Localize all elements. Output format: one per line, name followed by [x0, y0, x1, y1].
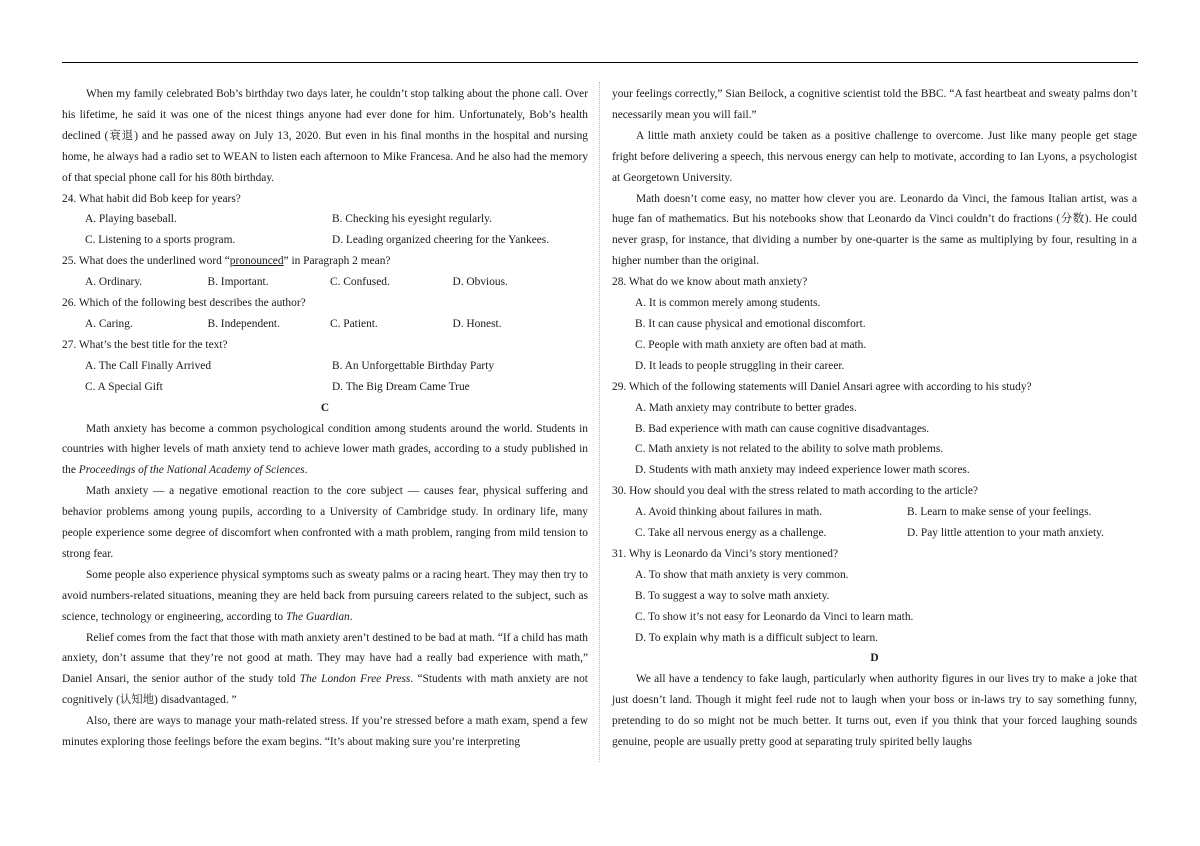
section-c-heading: C [320, 401, 330, 414]
question-26-options [62, 314, 588, 335]
question-27-options [62, 356, 588, 398]
option-25d: D. Obvious. [452, 276, 508, 289]
option-28b: B. It can cause physical and emotional discomfort. [635, 317, 866, 330]
right-column [612, 84, 1137, 753]
option-29d: D. Students with math anxiety may indeed experience lower math scores. [635, 464, 970, 477]
option-26c: C. Patient. [330, 317, 378, 330]
passage-c-paragraph-1 [62, 419, 588, 482]
option-25c: C. Confused. [330, 276, 390, 289]
passage-c-paragraph-3 [62, 565, 588, 628]
question-24: 24. What habit did Bob keep for years? [62, 192, 241, 205]
option-27a: A. The Call Finally Arrived [85, 359, 212, 372]
option-26a: A. Caring. [85, 317, 133, 330]
passage-c-paragraph-2: Math anxiety — a negative emotional reaction to the core subject — causes fear, physical suffering and behavior problems among young pupils, according to a University of Cambridge study. In ordinary life, many people experience some degree of discomfort when confronted with a math problem, ranging from mild tension to strong fear. [62, 485, 588, 560]
passage-c-paragraph-4 [62, 628, 588, 712]
passage-c-p4-end: . “Students with math anxiety are not cognitively (认知地) disadvantaged. ” [62, 673, 588, 707]
option-27b: B. An Unforgettable Birthday Party [332, 359, 495, 372]
option-31d: D. To explain why math is a difficult subject to learn. [635, 631, 878, 644]
question-29: 29. Which of the following statements will Daniel Ansari agree with according to his study? [612, 380, 1032, 393]
question-25 [62, 251, 588, 272]
option-25a: A. Ordinary. [85, 276, 143, 289]
option-28a: A. It is common merely among students. [635, 297, 821, 310]
passage-c-p3-text: Some people also experience physical symptoms such as sweaty palms or a racing heart. They may then try to avoid numbers-related situations, meaning they are held back from pursuing careers related to the subject, such as science, technology or engineering, according to [62, 568, 588, 623]
passage-d-paragraph-1: We all have a tendency to fake laugh, particularly when authority figures in our lives try to make a joke that just doesn’t land. Though it might feel rude not to laugh when your boss or in-laws try to say something funny, pretending to do so might not be much better. It turns out, even if you think that your forced laughing sounds genuine, people are usually pretty good at separating truly spirited belly laughs [612, 673, 1137, 749]
option-24a: A. Playing baseball. [85, 213, 177, 226]
question-31-options [612, 565, 1137, 649]
passage-c-paragraph-6: A little math anxiety could be taken as a positive challenge to overcome. Just like many people get stage fright before delivering a speech, this nervous energy can help to motivate, according to Ian Lyons, a psychologist at Georgetown University. [612, 129, 1137, 184]
column-divider [599, 82, 600, 762]
option-27c: C. A Special Gift [85, 380, 163, 393]
question-28-options [612, 293, 1137, 377]
passage-c-paragraph-7: Math doesn’t come easy, no matter how clever you are. Leonardo da Vinci, the famous Italian artist, was a huge fan of mathematics. But his notebooks show that Leonardo da Vinci couldn’t do fractions (分数). He could never grasp, for instance, that dividing a number by one-quarter is the same as multiplying by four, resulting in a higher number than the original. [612, 192, 1137, 268]
option-30b: B. Learn to make sense of your feelings. [907, 506, 1092, 519]
option-31b: B. To suggest a way to solve math anxiety. [635, 589, 830, 602]
question-29-options [612, 398, 1137, 482]
question-27: 27. What’s the best title for the text? [62, 338, 228, 351]
section-d-heading: D [870, 652, 879, 665]
question-25-suffix: ” in Paragraph 2 mean? [283, 255, 391, 268]
question-28: 28. What do we know about math anxiety? [612, 276, 808, 289]
passage-c-paragraph-5: Also, there are ways to manage your math-related stress. If you’re stressed before a math exam, spend a few minutes exploring those feelings before the exam begins. “It’s about making sure you’re interpreting [62, 715, 588, 749]
option-27d: D. The Big Dream Came True [332, 380, 470, 393]
option-24d: D. Leading organized cheering for the Yankees. [332, 234, 550, 247]
option-30c: C. Take all nervous energy as a challenge. [635, 527, 827, 540]
question-31: 31. Why is Leonardo da Vinci’s story mentioned? [612, 547, 839, 560]
option-28d: D. It leads to people struggling in their career. [635, 359, 845, 372]
question-25-options [62, 272, 588, 293]
passage-c-p3-end: . [349, 610, 353, 623]
option-30d: D. Pay little attention to your math anxiety. [907, 527, 1104, 540]
option-26d: D. Honest. [452, 317, 502, 330]
option-29b: B. Bad experience with math can cause cognitive disadvantages. [635, 422, 930, 435]
newspaper-title-free-press: The London Free Press [299, 673, 411, 686]
header-rule [62, 62, 1138, 63]
option-29a: A. Math anxiety may contribute to better grades. [635, 401, 857, 414]
passage-c-p1-text: Math anxiety has become a common psychological condition among students around the world. Students in countries with higher levels of math anxiety tend to achieve lower math grades, according to a study published in the [62, 422, 588, 477]
option-26b: B. Independent. [207, 317, 280, 330]
question-25-prefix: 25. What does the underlined word “ [62, 255, 230, 268]
option-31c: C. To show it’s not easy for Leonardo da Vinci to learn math. [635, 610, 914, 623]
question-24-options [62, 209, 588, 251]
newspaper-title-guardian: The Guardian [285, 610, 350, 623]
option-24c: C. Listening to a sports program. [85, 234, 236, 247]
passage-c-p4-text: Relief comes from the fact that those with math anxiety aren’t destined to be bad at math. “If a child has math anxiety, don’t assume that they’re not good at math. They may have had a really bad experience with math,” Daniel Ansari, the senior author of the study told [62, 631, 588, 686]
passage-c-paragraph-5-continued: your feelings correctly,” Sian Beilock, a cognitive scientist told the BBC. “A fast heartbeat and sweaty palms don’t necessarily mean you will fail.” [612, 88, 1137, 121]
left-column [62, 84, 588, 753]
question-26: 26. Which of the following best describes the author? [62, 297, 306, 310]
question-30-options [612, 502, 1137, 544]
passage-c-p1-end: . [304, 464, 308, 477]
option-31a: A. To show that math anxiety is very common. [635, 568, 849, 581]
option-29c: C. Math anxiety is not related to the ability to solve math problems. [635, 443, 944, 456]
question-30: 30. How should you deal with the stress related to math according to the article? [612, 485, 978, 498]
option-30a: A. Avoid thinking about failures in math. [635, 506, 823, 519]
option-25b: B. Important. [207, 276, 269, 289]
option-28c: C. People with math anxiety are often bad at math. [635, 338, 867, 351]
underlined-word: pronounced [229, 255, 284, 268]
journal-title: Proceedings of the National Academy of Sciences [78, 464, 305, 477]
passage-b-last-paragraph: When my family celebrated Bob’s birthday two days later, he couldn’t stop talking about the phone call. Over his lifetime, he said it was one of the nicest things anyone had ever done for him. Unfortunately, Bob’s health declined (衰退) and he passed away on July 13, 2020. But even in his final months in the hospital and nursing home, he always had a radio set to WEAN to listen each afternoon to Mike Francesa. And he also had the memory of that special phone call for his 80th birthday. [62, 88, 588, 184]
option-24b: B. Checking his eyesight regularly. [332, 213, 492, 226]
